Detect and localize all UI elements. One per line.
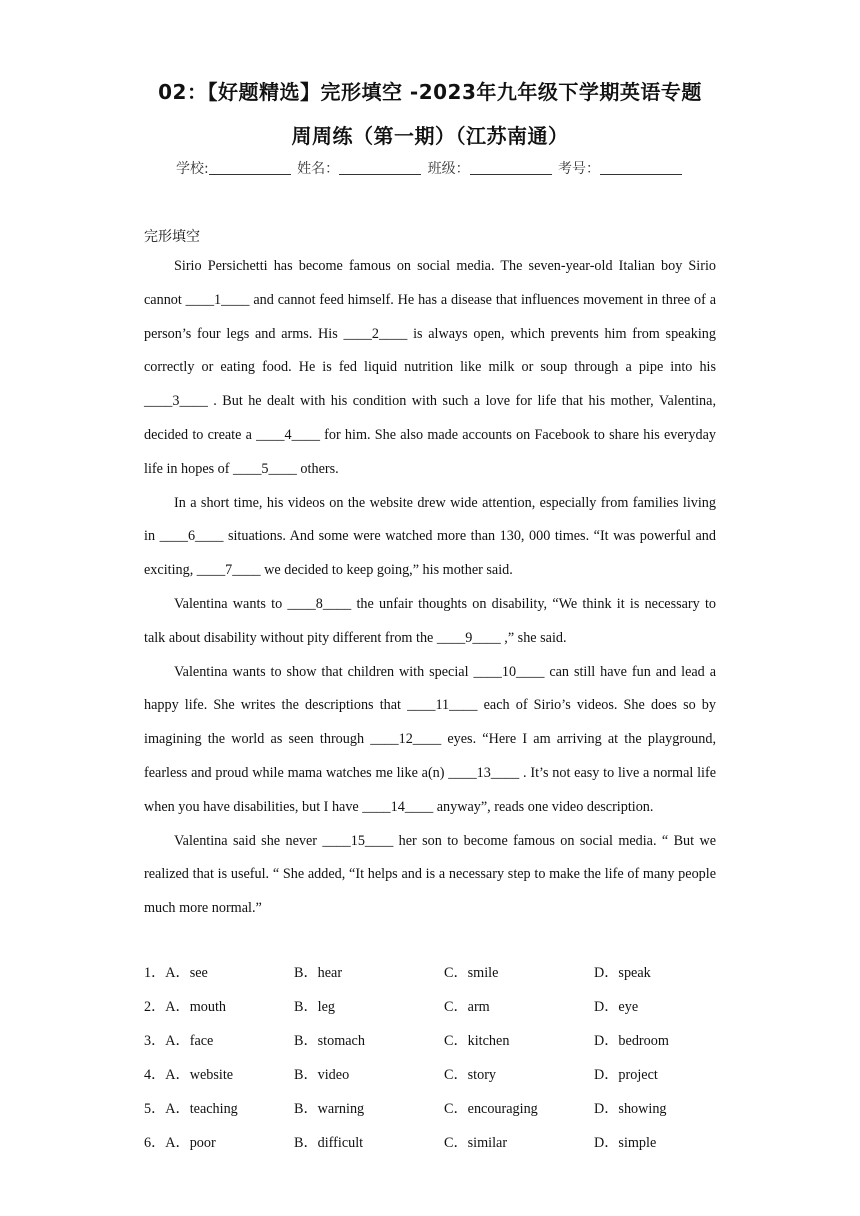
class-label: 班级： bbox=[427, 161, 470, 177]
option-a: 5．A．teaching bbox=[144, 1101, 238, 1117]
option-b: B．stomach bbox=[294, 1033, 365, 1049]
option-d: D．showing bbox=[594, 1101, 667, 1117]
option-b: B．video bbox=[294, 1067, 350, 1083]
option-c: C．smile bbox=[444, 965, 499, 981]
option-d: D．project bbox=[594, 1067, 658, 1083]
option-a: 4．A．website bbox=[144, 1067, 234, 1083]
option-c: C．similar bbox=[444, 1135, 508, 1151]
option-d: D．speak bbox=[594, 965, 651, 981]
option-d: D．simple bbox=[594, 1135, 657, 1151]
document-title-line-2: 周周练（第一期）（江苏南通） bbox=[291, 124, 569, 148]
option-a: 2．A．mouth bbox=[144, 999, 226, 1015]
document-title-line-1: 02：【好题精选】完形填空 -2023年九年级下学期英语专题 bbox=[158, 80, 702, 104]
exam-number-label: 考号： bbox=[558, 161, 601, 177]
name-label: 姓名： bbox=[297, 161, 340, 177]
question-options-row bbox=[144, 1092, 744, 1126]
option-b: B．hear bbox=[294, 965, 343, 981]
name-blank[interactable] bbox=[339, 160, 421, 175]
passage-paragraph: Sirio Persichetti has become famous on social media. The seven-year-old Italian boy Sirio cannot ____1____ and cannot feed himself. He has a disease that influences movement in three of a person’s four legs and arms. His ____2____ is always open, which prevents him from speaking correctly or eating food. He is fed liquid nutrition like milk or soup through a pipe into his ____3____ . But he dealt with his condition with such a love for life that his mother, Valentina, decided to create a ____4____ for him. She also made accounts on Facebook to share his everyday life in hopes of ____5____ others. bbox=[144, 258, 716, 477]
passage-paragraph: In a short time, his videos on the website drew wide attention, especially from families living in ____6____ situations. And some were watched more than 130, 000 times. “It was powerful and exciting, ____7____ we decided to keep going,” his mother said. bbox=[144, 494, 716, 579]
option-d: D．bedroom bbox=[594, 1033, 669, 1049]
option-a: 1．A．see bbox=[144, 965, 208, 981]
class-blank[interactable] bbox=[470, 160, 552, 175]
school-blank[interactable] bbox=[209, 160, 291, 175]
exam-number-blank[interactable] bbox=[600, 160, 682, 175]
option-d: D．eye bbox=[594, 999, 639, 1015]
question-options-row bbox=[144, 1058, 744, 1092]
school-label: 学校: bbox=[175, 161, 209, 177]
option-c: C．encouraging bbox=[444, 1101, 538, 1117]
answer-options bbox=[144, 956, 744, 1160]
section-title: 完形填空 bbox=[144, 229, 200, 245]
passage-paragraph: Valentina wants to ____8____ the unfair thoughts on disability, “We think it is necessary to talk about disability without pity different from the ____9____ ,” she said. bbox=[144, 595, 716, 646]
option-b: B．warning bbox=[294, 1101, 365, 1117]
question-options-row bbox=[144, 956, 744, 990]
question-options-row bbox=[144, 990, 744, 1024]
option-b: B．difficult bbox=[294, 1135, 364, 1151]
option-c: C．story bbox=[444, 1067, 497, 1083]
question-options-row bbox=[144, 1024, 744, 1058]
question-options-row bbox=[144, 1126, 744, 1160]
option-a: 3．A．face bbox=[144, 1033, 214, 1049]
passage-paragraph: Valentina said she never ____15____ her son to become famous on social media. “ But we realized that is useful. “ She added, “It helps and is a necessary step to make the life of many people much more normal.” bbox=[144, 832, 716, 917]
passage-paragraph: Valentina wants to show that children with special ____10____ can still have fun and lead a happy life. She writes the descriptions that ____11____ each of Sirio’s videos. She does so by imagining the world as seen through ____12____ eyes. “Here I am arriving at the playground, fearless and proud while mama watches me like a(n) ____13____ . It’s not easy to live a normal life when you have disabilities, but I have ____14____ anyway”, reads one video description. bbox=[144, 663, 716, 815]
option-b: B．leg bbox=[294, 999, 335, 1015]
option-a: 6．A．poor bbox=[144, 1135, 216, 1151]
option-c: C．arm bbox=[444, 999, 490, 1015]
student-info-line bbox=[0, 158, 860, 178]
option-c: C．kitchen bbox=[444, 1033, 510, 1049]
cloze-passage bbox=[144, 250, 716, 926]
